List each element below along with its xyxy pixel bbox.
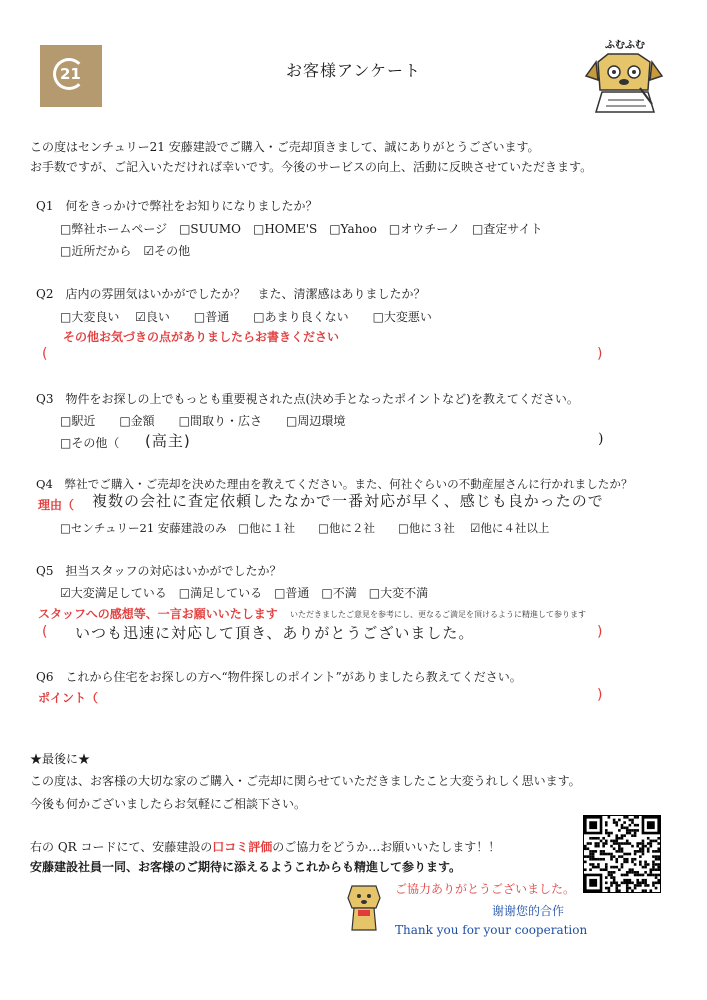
q1-options-row2[interactable]: □近所だから ☑その他 <box>60 244 191 258</box>
q6-label: ポイント（ <box>38 691 99 705</box>
q6-paren-close: ) <box>597 687 603 703</box>
q1-question: Q1 何をきっかけで弊社をお知りになりましたか？ <box>36 199 318 213</box>
intro-line-1: この度はセンチュリー21 安藤建設でご購入・ご売却頂きまして、誠にありがとうございます。 <box>30 140 540 154</box>
q6-question: Q6 これから住宅をお探しの方へ“物件探しのポイント”がありましたら教えてください。 <box>36 670 522 684</box>
closing-line-2: 今後も何かございましたらお気軽にご相談下さい。 <box>30 797 307 811</box>
mascot-dog-bowing-icon <box>340 880 388 936</box>
mascot-caption: ふむふむ <box>605 40 645 51</box>
q3-question: Q3 物件をお探しの上でもっとも重要視された点(決め手となったポイントなど)を教えてください。 <box>36 392 579 406</box>
q5-question: Q5 担当スタッフの対応はいかがでしたか？ <box>36 564 282 578</box>
page-title: お客様アンケート <box>285 61 422 80</box>
q5-prompt: スタッフへの感想等、一言お願いいたします <box>38 607 278 621</box>
q2-paren-close: ) <box>597 346 603 362</box>
q1-options-row1[interactable]: □弊社ホームページ □SUUMO □HOME'S □Yahoo □オウチーノ □査定サイト <box>60 222 543 236</box>
q3-handwritten-answer: (高主) <box>145 432 191 450</box>
q2-paren-open: ( <box>42 346 48 362</box>
q5-paren-close: ) <box>597 624 603 640</box>
qr-request-line <box>30 838 500 855</box>
thanks-chinese: 谢谢您的合作 <box>492 904 565 918</box>
mascot-dog-writing-icon <box>578 40 670 120</box>
q4-options[interactable]: □センチュリー21 安藤建設のみ □他に１社 □他に２社 □他に３社 ☑他に４社以上 <box>60 521 550 535</box>
q3-options[interactable]: □駅近 □金額 □間取り・広さ □周辺環境 <box>60 414 346 428</box>
q5-handwritten-answer: いつも迅速に対応して頂き、ありがとうございました。 <box>75 624 475 642</box>
logo-number: 21 <box>60 65 81 83</box>
qr-request-text-a: 右の QR コードにて、安藤建設の <box>30 840 213 854</box>
qr-code-icon[interactable] <box>583 815 661 893</box>
thanks-english: Thank you for your cooperation <box>395 923 588 937</box>
qr-request-highlight: 口コミ評価 <box>212 840 273 854</box>
q2-options[interactable]: □大変良い ☑良い □普通 □あまり良くない □大変悪い <box>60 310 432 324</box>
q5-options[interactable]: ☑大変満足している □満足している □普通 □不満 □大変不満 <box>60 586 429 600</box>
qr-request-text-b: のご協力をどうか…お願いいたします！！ <box>272 840 501 854</box>
closing-line-1: この度は、お客様の大切な家のご購入・ご売却に関らせていただきましたこと大変うれしく思います。 <box>30 774 581 788</box>
q4-question: Q4 弊社でご購入・ご売却を決めた理由を教えてください。また、何社ぐらいの不動産屋さんに行かれましたか？ <box>36 477 633 491</box>
q2-prompt: その他お気づきの点がありましたらお書きください <box>63 330 340 344</box>
thanks-japanese: ご協力ありがとうございました。 <box>395 882 576 896</box>
q4-handwritten-answer: 複数の会社に査定依頼したなかで一番対応が早く、感じも良かったので <box>92 492 604 510</box>
closing-heading: ★最後に★ <box>30 752 91 766</box>
q3-other[interactable]: □その他（ <box>60 436 120 450</box>
q5-note: いただきましたご意見を参考にし、更なるご満足を頂けるように精進して参ります <box>290 610 586 619</box>
q3-paren-close: ) <box>598 431 604 447</box>
q2-question: Q2 店内の雰囲気はいかがでしたか？ また、清潔感はありましたか？ <box>36 287 426 301</box>
staff-line: 安藤建設社員一同、お客様のご期待に添えるようこれからも精進して参ります。 <box>30 860 462 874</box>
q5-paren-open: ( <box>42 624 48 640</box>
q4-reason-label: 理由（ <box>38 498 75 512</box>
intro-line-2: お手数ですが、ご記入いただければ幸いです。今後のサービスの向上、活動に反映させていただきます。 <box>30 160 593 174</box>
